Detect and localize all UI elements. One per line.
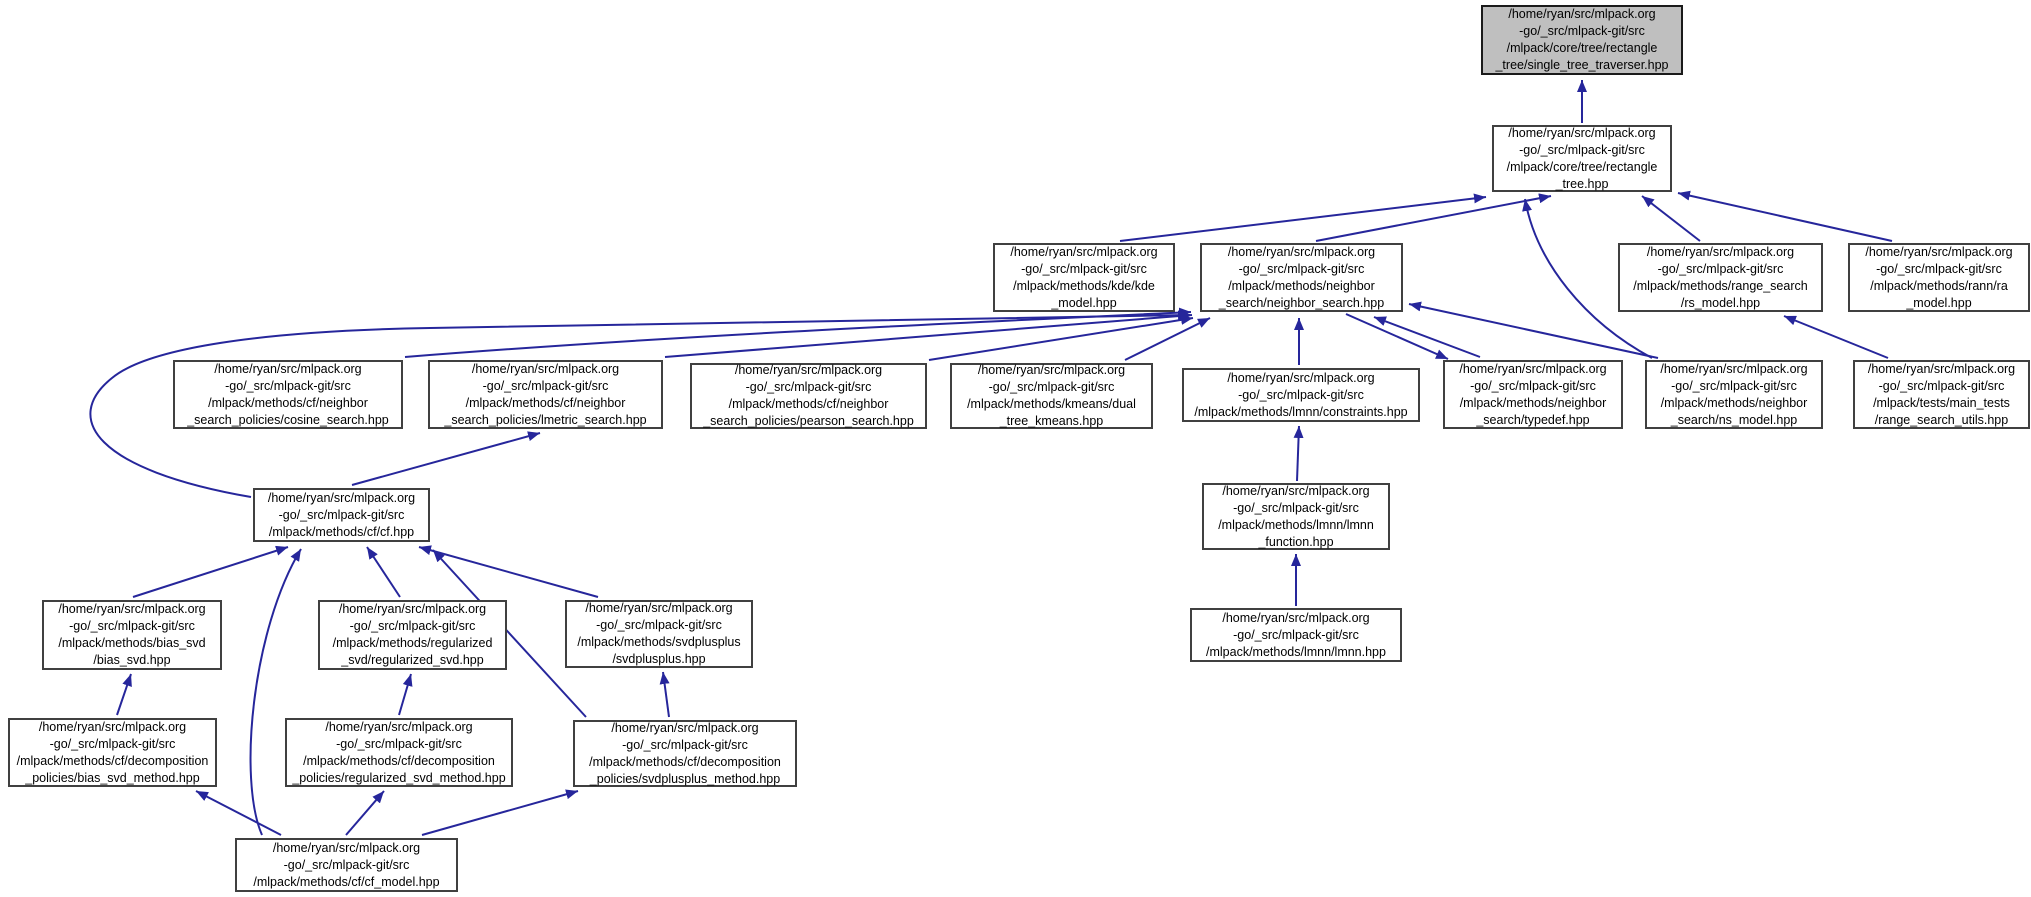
- node-svdplusplus_method[interactable]: [573, 720, 797, 787]
- edge-bias_svd-to-cf: [133, 547, 288, 597]
- node-svdplusplus_method-line-1: -go/_src/mlpack-git/src: [622, 737, 748, 752]
- edge-pearson_search-to-neighbor_search: [929, 318, 1193, 360]
- node-ra_model[interactable]: [1848, 243, 2030, 312]
- node-ns_model-line-1: -go/_src/mlpack-git/src: [1671, 378, 1797, 393]
- node-single_tree_traverser-line-0: /home/ryan/src/mlpack.org: [1508, 7, 1656, 21]
- node-lmnn-line-2: /mlpack/methods/lmnn/lmnn.hpp: [1206, 644, 1386, 659]
- edge-cf_model-to-regularized_svd_method: [346, 791, 384, 835]
- edge-regularized_svd_method-to-regularized_svd: [399, 674, 411, 715]
- node-constraints-line-1: -go/_src/mlpack-git/src: [1238, 387, 1364, 402]
- node-rectangle_tree-line-3: _tree.hpp: [1555, 176, 1609, 191]
- node-ns_model-line-3: _search/ns_model.hpp: [1670, 412, 1798, 427]
- node-typedef-line-1: -go/_src/mlpack-git/src: [1470, 378, 1596, 393]
- edge-dual_tree_kmeans-to-neighbor_search: [1125, 318, 1210, 360]
- node-svdplusplus-line-2: /mlpack/methods/svdplusplus: [577, 635, 741, 649]
- node-svdplusplus[interactable]: [565, 600, 753, 668]
- edge-cf_model-to-bias_svd_method: [196, 791, 281, 835]
- edge-rs_model-to-rectangle_tree: [1642, 196, 1700, 241]
- node-kde_model-line-1: -go/_src/mlpack-git/src: [1021, 261, 1147, 276]
- node-svdplusplus_method-line-0: /home/ryan/src/mlpack.org: [611, 720, 759, 735]
- node-regularized_svd-line-0: /home/ryan/src/mlpack.org: [338, 602, 487, 616]
- node-cf[interactable]: [253, 488, 430, 542]
- node-range_search_utils-line-1: -go/_src/mlpack-git/src: [1878, 378, 2005, 393]
- edge-ns_model-to-neighbor_search: [1409, 304, 1658, 358]
- node-single_tree_traverser-line-1: -go/_src/mlpack-git/src: [1519, 24, 1645, 38]
- node-dual_tree_kmeans-line-2: /mlpack/methods/kmeans/dual: [967, 397, 1136, 411]
- node-rectangle_tree-line-0: /home/ryan/src/mlpack.org: [1508, 125, 1656, 140]
- edge-cosine_search-to-neighbor_search: [405, 312, 1191, 357]
- node-lmetric_search[interactable]: [428, 360, 663, 429]
- node-neighbor_search[interactable]: [1200, 243, 1403, 312]
- node-range_search_utils-line-2: /mlpack/tests/main_tests: [1873, 395, 2010, 410]
- node-bias_svd[interactable]: [42, 600, 222, 670]
- node-single_tree_traverser[interactable]: [1481, 5, 1683, 75]
- node-typedef-line-3: _search/typedef.hpp: [1476, 412, 1590, 427]
- node-regularized_svd-line-1: -go/_src/mlpack-git/src: [349, 619, 476, 633]
- node-dual_tree_kmeans[interactable]: [950, 363, 1153, 429]
- node-pearson_search-line-3: _search_policies/pearson_search.hpp: [703, 414, 914, 428]
- node-kde_model-line-3: _model.hpp: [1051, 295, 1117, 310]
- node-range_search_utils[interactable]: [1853, 360, 2030, 429]
- node-neighbor_search-line-1: -go/_src/mlpack-git/src: [1238, 261, 1365, 276]
- node-lmetric_search-line-3: _search_policies/lmetric_search.hpp: [444, 412, 647, 427]
- node-regularized_svd_method-line-3: _policies/regularized_svd_method.hpp: [292, 770, 506, 785]
- node-regularized_svd_method-line-1: -go/_src/mlpack-git/src: [336, 736, 462, 751]
- node-neighbor_search-line-0: /home/ryan/src/mlpack.org: [1227, 244, 1376, 259]
- node-cf_model-line-0: /home/ryan/src/mlpack.org: [272, 840, 421, 855]
- node-kde_model-line-0: /home/ryan/src/mlpack.org: [1010, 244, 1158, 259]
- node-dual_tree_kmeans-line-0: /home/ryan/src/mlpack.org: [977, 363, 1126, 377]
- node-cosine_search[interactable]: [173, 360, 403, 429]
- node-bias_svd-line-3: /bias_svd.hpp: [93, 653, 171, 667]
- node-ns_model-line-0: /home/ryan/src/mlpack.org: [1660, 361, 1808, 376]
- edge-svdplusplus-to-cf: [419, 547, 598, 597]
- node-kde_model[interactable]: [993, 243, 1175, 312]
- edge-typedef-to-neighbor_search: [1374, 317, 1480, 357]
- node-cosine_search-line-0: /home/ryan/src/mlpack.org: [214, 361, 362, 376]
- node-typedef[interactable]: [1443, 360, 1623, 429]
- node-cf_model-line-1: -go/_src/mlpack-git/src: [283, 857, 410, 872]
- node-bias_svd_method-line-2: /mlpack/methods/cf/decomposition: [16, 753, 209, 768]
- node-neighbor_search-line-3: _search/neighbor_search.hpp: [1218, 295, 1385, 310]
- node-rectangle_tree-line-1: -go/_src/mlpack-git/src: [1519, 142, 1645, 157]
- edge-bias_svd_method-to-bias_svd: [117, 674, 131, 715]
- edge-range_search_utils-to-rs_model: [1784, 316, 1888, 358]
- node-kde_model-line-2: /mlpack/methods/kde/kde: [1013, 278, 1155, 293]
- node-lmnn-line-1: -go/_src/mlpack-git/src: [1233, 627, 1359, 642]
- node-lmnn_function[interactable]: [1202, 483, 1390, 550]
- node-pearson_search-line-0: /home/ryan/src/mlpack.org: [734, 363, 883, 377]
- node-svdplusplus-line-3: /svdplusplus.hpp: [612, 652, 706, 666]
- node-lmetric_search-line-0: /home/ryan/src/mlpack.org: [471, 361, 620, 376]
- node-ns_model-line-2: /mlpack/methods/neighbor: [1660, 395, 1808, 410]
- edge-neighbor_search-to-typedef: [1346, 314, 1448, 359]
- node-bias_svd_method[interactable]: [8, 718, 217, 787]
- node-dual_tree_kmeans-line-1: -go/_src/mlpack-git/src: [988, 380, 1115, 394]
- edge-lmnn_function-to-constraints: [1297, 426, 1299, 481]
- edge-regularized_svd-to-cf: [367, 547, 400, 597]
- node-svdplusplus_method-line-2: /mlpack/methods/cf/decomposition: [589, 754, 781, 769]
- node-dual_tree_kmeans-line-3: _tree_kmeans.hpp: [999, 414, 1104, 428]
- node-svdplusplus-line-1: -go/_src/mlpack-git/src: [596, 618, 722, 632]
- node-regularized_svd-line-3: _svd/regularized_svd.hpp: [341, 653, 484, 667]
- node-bias_svd-line-2: /mlpack/methods/bias_svd: [58, 636, 206, 650]
- node-constraints-line-0: /home/ryan/src/mlpack.org: [1227, 370, 1375, 385]
- node-lmetric_search-line-1: -go/_src/mlpack-git/src: [482, 378, 609, 393]
- node-bias_svd_method-line-0: /home/ryan/src/mlpack.org: [38, 719, 187, 734]
- node-constraints-line-2: /mlpack/methods/lmnn/constraints.hpp: [1194, 404, 1408, 419]
- node-lmnn[interactable]: [1190, 608, 1402, 662]
- node-rs_model-line-2: /mlpack/methods/range_search: [1633, 278, 1808, 293]
- edge-cf_model-to-cf: [251, 549, 301, 835]
- node-constraints[interactable]: [1182, 368, 1420, 422]
- node-rs_model[interactable]: [1618, 243, 1823, 312]
- node-cf_model-line-2: /mlpack/methods/cf/cf_model.hpp: [253, 874, 440, 889]
- node-pearson_search[interactable]: [690, 363, 927, 429]
- node-cosine_search-line-2: /mlpack/methods/cf/neighbor: [208, 395, 368, 410]
- edge-cf-to-lmetric_search: [352, 433, 540, 485]
- node-regularized_svd_method-line-0: /home/ryan/src/mlpack.org: [325, 719, 473, 734]
- node-cf_model[interactable]: [235, 838, 458, 892]
- edge-cf_model-to-svdplusplus_method: [422, 791, 578, 835]
- node-single_tree_traverser-line-2: /mlpack/core/tree/rectangle: [1506, 41, 1658, 55]
- node-single_tree_traverser-line-3: _tree/single_tree_traverser.hpp: [1495, 58, 1669, 72]
- node-ra_model-line-3: _model.hpp: [1906, 295, 1972, 310]
- node-pearson_search-line-1: -go/_src/mlpack-git/src: [745, 380, 872, 394]
- node-lmnn_function-line-1: -go/_src/mlpack-git/src: [1233, 500, 1359, 515]
- node-lmnn_function-line-3: _function.hpp: [1258, 534, 1334, 549]
- node-rs_model-line-0: /home/ryan/src/mlpack.org: [1646, 244, 1795, 259]
- node-regularized_svd-line-2: /mlpack/methods/regularized: [332, 636, 493, 650]
- node-lmnn-line-0: /home/ryan/src/mlpack.org: [1222, 610, 1370, 625]
- node-cf-line-2: /mlpack/methods/cf/cf.hpp: [268, 524, 415, 539]
- node-svdplusplus-line-0: /home/ryan/src/mlpack.org: [585, 601, 733, 615]
- node-pearson_search-line-2: /mlpack/methods/cf/neighbor: [728, 397, 889, 411]
- node-lmnn_function-line-2: /mlpack/methods/lmnn/lmnn: [1218, 517, 1374, 532]
- node-cosine_search-line-3: _search_policies/cosine_search.hpp: [187, 412, 389, 427]
- node-rectangle_tree-line-2: /mlpack/core/tree/rectangle: [1506, 159, 1658, 174]
- node-neighbor_search-line-2: /mlpack/methods/neighbor: [1228, 278, 1375, 293]
- node-ra_model-line-0: /home/ryan/src/mlpack.org: [1865, 244, 2013, 259]
- edge-lmetric_search-to-neighbor_search: [665, 315, 1192, 357]
- node-regularized_svd_method-line-2: /mlpack/methods/cf/decomposition: [303, 753, 495, 768]
- node-ra_model-line-1: -go/_src/mlpack-git/src: [1876, 261, 2002, 276]
- edge-ra_model-to-rectangle_tree: [1678, 193, 1892, 241]
- node-range_search_utils-line-3: /range_search_utils.hpp: [1874, 412, 2009, 427]
- node-rectangle_tree[interactable]: [1492, 125, 1672, 192]
- node-cf-line-0: /home/ryan/src/mlpack.org: [267, 490, 416, 505]
- node-cf-line-1: -go/_src/mlpack-git/src: [278, 507, 405, 522]
- node-lmetric_search-line-2: /mlpack/methods/cf/neighbor: [465, 395, 626, 410]
- node-range_search_utils-line-0: /home/ryan/src/mlpack.org: [1867, 361, 2016, 376]
- node-typedef-line-2: /mlpack/methods/neighbor: [1459, 395, 1607, 410]
- edge-svdplusplus_method-to-svdplusplus: [663, 672, 669, 717]
- node-typedef-line-0: /home/ryan/src/mlpack.org: [1459, 361, 1607, 376]
- node-regularized_svd[interactable]: [318, 600, 507, 670]
- node-ns_model[interactable]: [1645, 360, 1823, 429]
- node-bias_svd-line-0: /home/ryan/src/mlpack.org: [58, 602, 206, 616]
- node-bias_svd_method-line-1: -go/_src/mlpack-git/src: [49, 736, 176, 751]
- node-bias_svd_method-line-3: _policies/bias_svd_method.hpp: [25, 770, 200, 785]
- node-rs_model-line-1: -go/_src/mlpack-git/src: [1657, 261, 1784, 276]
- node-bias_svd-line-1: -go/_src/mlpack-git/src: [69, 619, 195, 633]
- node-cosine_search-line-1: -go/_src/mlpack-git/src: [225, 378, 351, 393]
- node-regularized_svd_method[interactable]: [285, 718, 513, 787]
- node-rs_model-line-3: /rs_model.hpp: [1680, 295, 1761, 310]
- node-svdplusplus_method-line-3: _policies/svdplusplus_method.hpp: [589, 771, 781, 786]
- node-lmnn_function-line-0: /home/ryan/src/mlpack.org: [1222, 483, 1370, 498]
- node-ra_model-line-2: /mlpack/methods/rann/ra: [1870, 278, 2008, 293]
